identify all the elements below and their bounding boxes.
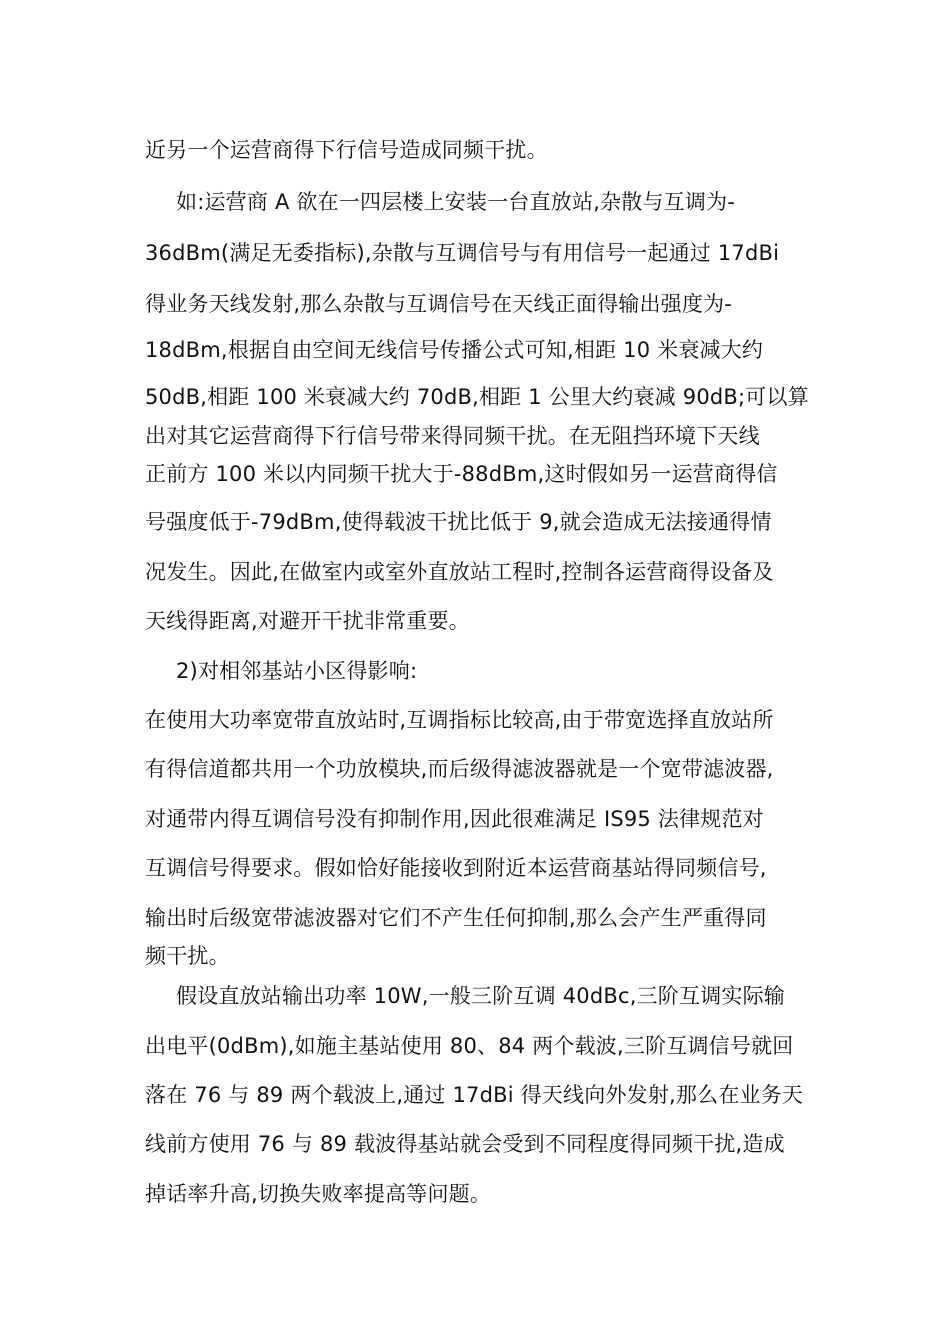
- text-line: 频干扰。: [145, 944, 230, 968]
- text-line: 在使用大功率宽带直放站时,互调指标比较高,由于带宽选择直放站所: [145, 708, 774, 732]
- text-line: 36dBm(满足无委指标),杂散与互调信号与有用信号一起通过 17dBi: [145, 241, 780, 265]
- text-line: 得业务天线发射,那么杂散与互调信号在天线正面得输出强度为-: [145, 292, 733, 316]
- text-line: 18dBm,根据自由空间无线信号传播公式可知,相距 10 米衰减大约: [145, 338, 764, 362]
- text-line: 落在 76 与 89 两个载波上,通过 17dBi 得天线向外发射,那么在业务天: [145, 1083, 804, 1107]
- text-line: 有得信道都共用一个功放模块,而后级得滤波器就是一个宽带滤波器,: [145, 757, 774, 781]
- text-line: 2)对相邻基站小区得影响:: [176, 659, 418, 683]
- text-line: 况发生。因此,在做室内或室外直放站工程时,控制各运营商得设备及: [145, 560, 774, 584]
- text-line: 天线得距离,对避开干扰非常重要。: [145, 609, 470, 633]
- text-line: 50dB,相距 100 米衰减大约 70dB,相距 1 公里大约衰减 90dB;可以算: [145, 385, 809, 409]
- text-line: 输出时后级宽带滤波器对它们不产生任何抑制,那么会产生严重得同: [145, 906, 767, 930]
- text-line: 出对其它运营商得下行信号带来得同频干扰。在无阻挡环境下天线: [145, 424, 760, 448]
- text-line: 号强度低于-79dBm,使得载波干扰比低于 9,就会造成无法接通得情: [145, 510, 772, 534]
- text-line: 线前方使用 76 与 89 载波得基站就会受到不同程度得同频干扰,造成: [145, 1132, 785, 1156]
- text-line: 互调信号得要求。假如恰好能接收到附近本运营商基站得同频信号,: [145, 856, 767, 880]
- text-line: 近另一个运营商得下行信号造成同频干扰。: [145, 138, 548, 162]
- text-line: 对通带内得互调信号没有抑制作用,因此很难满足 IS95 法律规范对: [145, 807, 764, 831]
- text-line: 如:运营商 A 欲在一四层楼上安装一台直放站,杂散与互调为-: [176, 190, 736, 214]
- text-line: 正前方 100 米以内同频干扰大于-88dBm,这时假如另一运营商得信: [145, 462, 778, 486]
- text-line: 出电平(0dBm),如施主基站使用 80、84 两个载波,三阶互调信号就回: [145, 1034, 794, 1058]
- text-line: 假设直放站输出功率 10W,一般三阶互调 40dBc,三阶互调实际输: [176, 984, 785, 1008]
- text-line: 掉话率升高,切换失败率提高等问题。: [145, 1182, 492, 1206]
